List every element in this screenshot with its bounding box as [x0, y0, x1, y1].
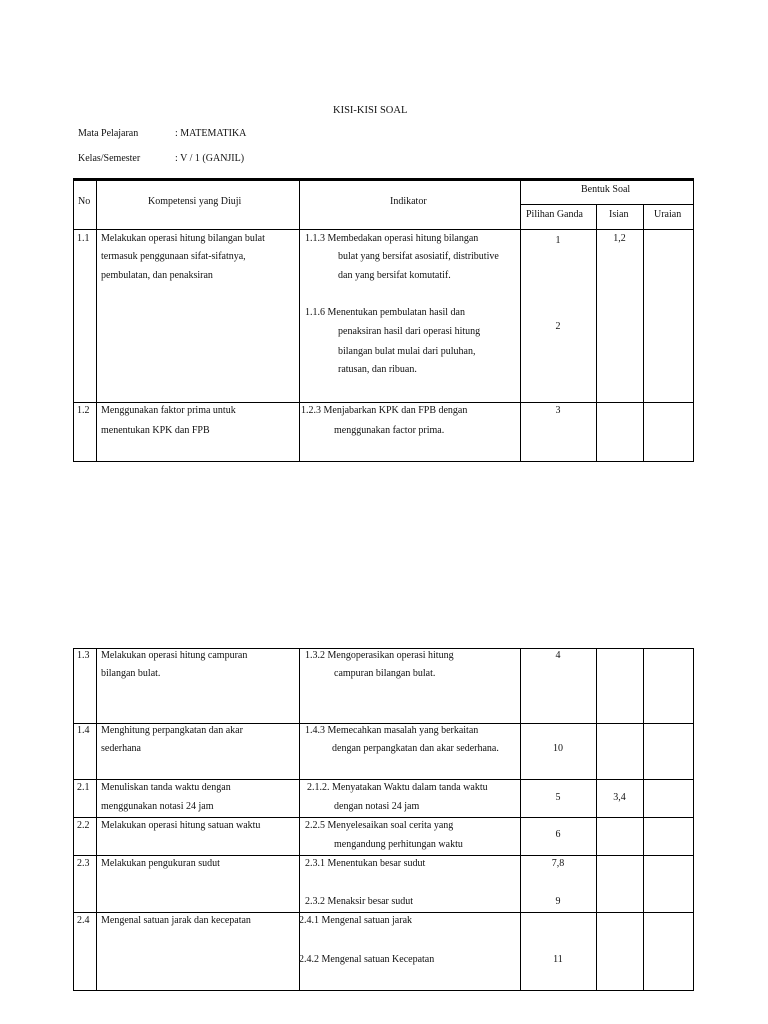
- row-kompetensi-line: Melakukan operasi hitung bilangan bulat: [101, 233, 265, 244]
- indicator-line: penaksiran hasil dari operasi hitung: [338, 326, 481, 337]
- row-kompetensi-line: Mengenal satuan jarak dan kecepatan: [101, 915, 251, 926]
- indicator-line: 1.2.3 Menjabarkan KPK dan FPB dengan: [301, 405, 468, 416]
- row-kompetensi-line: menentukan KPK dan FPB: [101, 425, 210, 436]
- indicator-line: dan yang bersifat komutatif.: [338, 270, 451, 281]
- row-kompetensi-line: Menghitung perpangkatan dan akar: [101, 725, 243, 736]
- isian-value: 1,2: [613, 233, 626, 244]
- class-label: Kelas/Semester: [78, 153, 141, 164]
- indicator-line: 2.3.1 Menentukan besar sudut: [305, 858, 426, 869]
- pg-value: 10: [553, 743, 563, 754]
- header-uraian: Uraian: [654, 209, 682, 220]
- pg-value: 7,8: [551, 858, 565, 869]
- indicator-line: 1.1.3 Membedakan operasi hitung bilangan: [305, 233, 479, 244]
- indicator-line: dengan notasi 24 jam: [334, 801, 420, 812]
- row-kompetensi-line: bilangan bulat.: [101, 668, 161, 679]
- class-value: : V / 1 (GANJIL): [175, 153, 245, 164]
- indicator-line: mengandung perhitungan waktu: [334, 839, 463, 850]
- indicator-line: bulat yang bersifat asosiatif, distributive: [338, 251, 499, 262]
- subject-label: Mata Pelajaran: [78, 128, 139, 139]
- row-no: 2.2: [77, 820, 90, 831]
- isian-value: 3,4: [613, 792, 626, 803]
- pg-value: 5: [555, 792, 561, 803]
- header-indikator: Indikator: [390, 196, 427, 207]
- subject-value: : MATEMATIKA: [175, 128, 247, 139]
- indicator-line: bilangan bulat mulai dari puluhan,: [338, 346, 476, 357]
- header-no: No: [78, 196, 91, 207]
- row-kompetensi-line: Menggunakan faktor prima untuk: [101, 405, 236, 416]
- indicator-line: 2.4.2 Mengenal satuan Kecepatan: [299, 954, 435, 965]
- indicator-line: dengan perpangkatan dan akar sederhana.: [332, 743, 499, 754]
- pg-value: 3: [555, 405, 561, 416]
- row-kompetensi-line: Melakukan operasi hitung satuan waktu: [101, 820, 261, 831]
- pg-value: 2: [555, 321, 561, 332]
- page-title: KISI-KISI SOAL: [333, 105, 408, 116]
- pg-value: 4: [555, 650, 561, 661]
- indicator-line: 1.1.6 Menentukan pembulatan hasil dan: [305, 307, 465, 318]
- row-no: 1.4: [77, 725, 90, 736]
- pg-value: 9: [555, 896, 561, 907]
- header-isian: Isian: [609, 209, 629, 220]
- row-no: 2.3: [77, 858, 90, 869]
- pg-value: 11: [553, 954, 563, 965]
- indicator-line: 2.4.1 Mengenal satuan jarak: [299, 915, 413, 926]
- indicator-line: 2.2.5 Menyelesaikan soal cerita yang: [305, 820, 454, 831]
- row-no: 1.1: [77, 233, 90, 244]
- row-no: 2.4: [77, 915, 90, 926]
- header-pilihan-ganda: Pilihan Ganda: [526, 209, 583, 220]
- indicator-line: 2.3.2 Menaksir besar sudut: [305, 896, 414, 907]
- indicator-line: 1.3.2 Mengoperasikan operasi hitung: [305, 650, 454, 661]
- indicator-line: 1.4.3 Memecahkan masalah yang berkaitan: [305, 725, 479, 736]
- indicator-line: menggunakan factor prima.: [334, 425, 445, 436]
- row-kompetensi-line: menggunakan notasi 24 jam: [101, 801, 214, 812]
- row-kompetensi-line: Melakukan pengukuran sudut: [101, 858, 220, 869]
- row-no: 2.1: [77, 782, 90, 793]
- row-no: 1.3: [77, 650, 90, 661]
- indicator-line: ratusan, dan ribuan.: [338, 364, 417, 375]
- row-kompetensi-line: sederhana: [101, 743, 141, 754]
- row-kompetensi-line: pembulatan, dan penaksiran: [101, 270, 213, 281]
- row-no: 1.2: [77, 405, 90, 416]
- indicator-line: 2.1.2. Menyatakan Waktu dalam tanda waktu: [307, 782, 488, 793]
- row-kompetensi-line: termasuk penggunaan sifat-sifatnya,: [101, 251, 246, 262]
- header-kompetensi: Kompetensi yang Diuji: [148, 196, 242, 207]
- pg-value: 1: [555, 235, 561, 246]
- row-kompetensi-line: Melakukan operasi hitung campuran: [101, 650, 248, 661]
- indicator-line: campuran bilangan bulat.: [334, 668, 436, 679]
- row-kompetensi-line: Menuliskan tanda waktu dengan: [101, 782, 231, 793]
- pg-value: 6: [555, 829, 561, 840]
- header-bentuk-soal: Bentuk Soal: [581, 184, 631, 195]
